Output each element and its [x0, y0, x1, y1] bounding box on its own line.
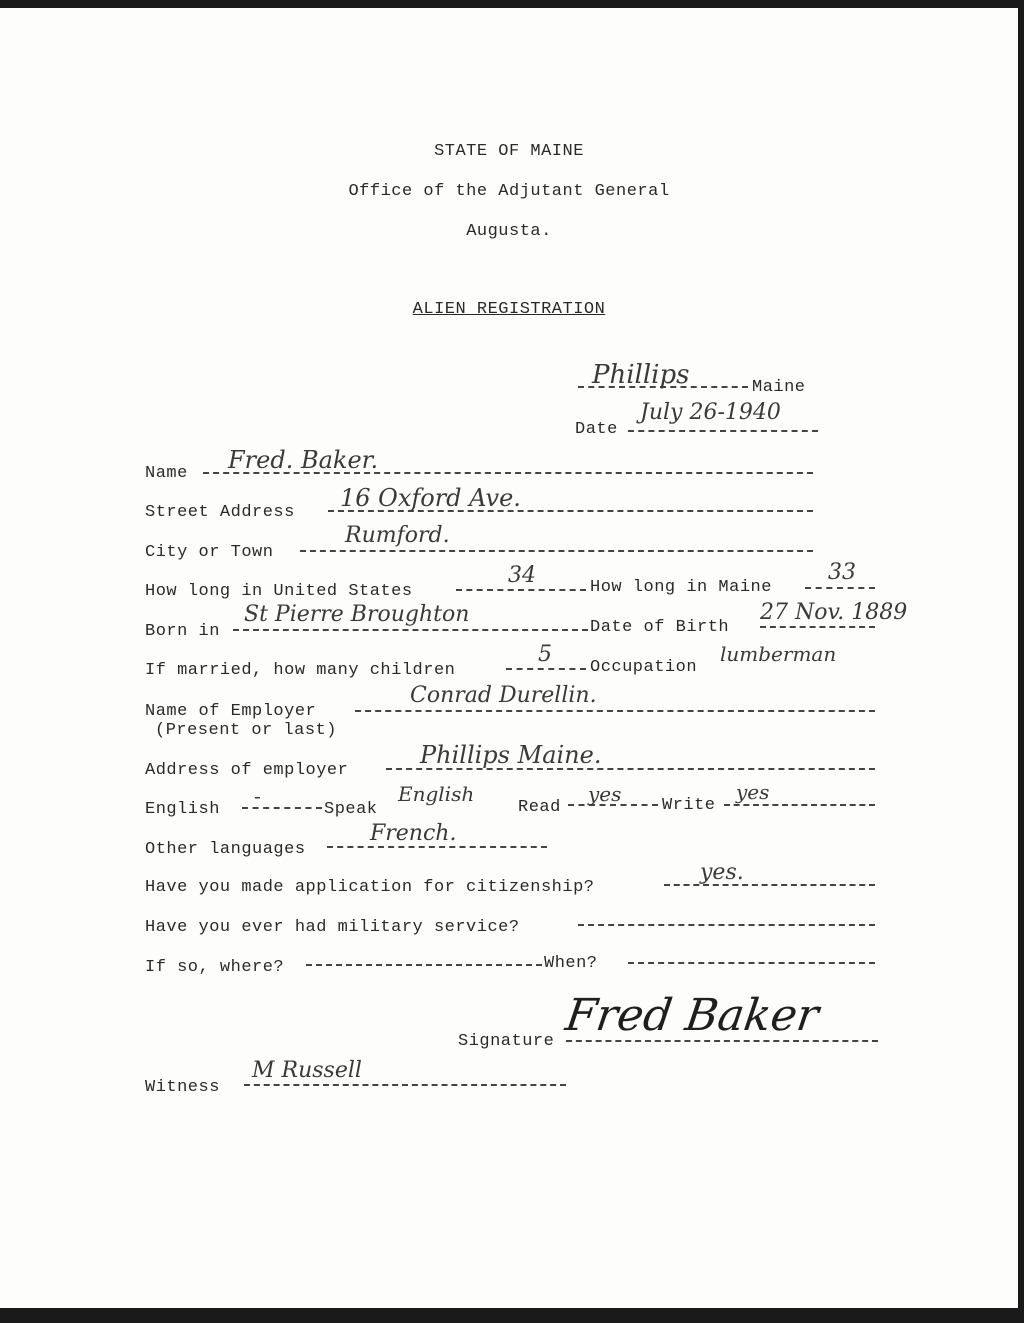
- office-heading: Office of the Adjutant General: [348, 182, 670, 201]
- form-title: ALIEN REGISTRATION: [412, 300, 606, 319]
- citizenship-line: [664, 884, 875, 886]
- english-label: English: [145, 800, 220, 819]
- form-page: [0, 8, 1018, 1308]
- employer-label: Name of Employer: [145, 702, 317, 721]
- city-line: [300, 550, 813, 552]
- place-value: Phillips: [592, 360, 690, 390]
- witness-line: [244, 1084, 566, 1086]
- city-label: City or Town: [145, 543, 274, 562]
- speak-value: English: [398, 782, 475, 806]
- write-label: Write: [662, 796, 716, 815]
- where-label: If so, where?: [145, 958, 285, 977]
- occupation-value: lumberman: [720, 642, 837, 666]
- occupation-label: Occupation: [590, 658, 698, 677]
- military-label: Have you ever had military service?: [145, 918, 520, 937]
- write-value: yes: [736, 780, 770, 804]
- born-value: St Pierre Broughton: [244, 602, 470, 627]
- employer-address-value: Phillips Maine.: [420, 741, 602, 769]
- name-label: Name: [145, 464, 188, 483]
- employer-value: Conrad Durellin.: [410, 683, 597, 708]
- state-heading: STATE OF MAINE: [434, 142, 584, 161]
- other-languages-line: [327, 846, 547, 848]
- employer-line: [355, 710, 875, 712]
- name-value: Fred. Baker.: [228, 446, 379, 474]
- children-line: [506, 668, 586, 670]
- city-heading: Augusta.: [466, 222, 552, 241]
- military-line: [578, 924, 875, 926]
- employer-sublabel: (Present or last): [155, 721, 337, 740]
- us-duration-value: 34: [508, 563, 536, 588]
- when-line: [628, 962, 875, 964]
- date-line: [628, 430, 818, 432]
- maine-duration-value: 33: [828, 560, 856, 585]
- maine-duration-line: [805, 587, 875, 589]
- children-value: 5: [538, 642, 552, 667]
- write-line: [724, 804, 875, 806]
- born-label: Born in: [145, 622, 220, 641]
- street-value: 16 Oxford Ave.: [340, 484, 521, 512]
- signature-value: Fred Baker: [562, 990, 822, 1041]
- citizenship-value: yes.: [700, 860, 744, 885]
- children-label: If married, how many children: [145, 661, 456, 680]
- date-value: July 26-1940: [640, 400, 781, 425]
- read-value: yes: [588, 782, 622, 806]
- witness-value: M Russell: [252, 1058, 362, 1083]
- us-duration-line: [456, 589, 586, 591]
- employer-address-label: Address of employer: [145, 761, 349, 780]
- date-label: Date: [575, 420, 618, 439]
- dob-label: Date of Birth: [590, 618, 730, 637]
- citizenship-label: Have you made application for citizenship?: [145, 878, 595, 897]
- city-value: Rumford.: [345, 523, 450, 548]
- english-value: -: [254, 784, 261, 808]
- signature-label: Signature: [458, 1032, 555, 1051]
- street-label: Street Address: [145, 503, 295, 522]
- speak-label: Speak: [324, 800, 378, 819]
- when-label: When?: [544, 954, 598, 973]
- other-languages-value: French.: [370, 821, 457, 846]
- us-duration-label: How long in United States: [145, 582, 413, 601]
- where-line: [306, 964, 542, 966]
- dob-line: [760, 626, 875, 628]
- dob-value: 27 Nov. 1889: [760, 600, 908, 625]
- born-line: [233, 629, 588, 631]
- maine-duration-label: How long in Maine: [590, 578, 772, 597]
- witness-label: Witness: [145, 1078, 220, 1097]
- other-languages-label: Other languages: [145, 840, 306, 859]
- read-label: Read: [518, 798, 561, 817]
- maine-label: Maine: [752, 378, 806, 397]
